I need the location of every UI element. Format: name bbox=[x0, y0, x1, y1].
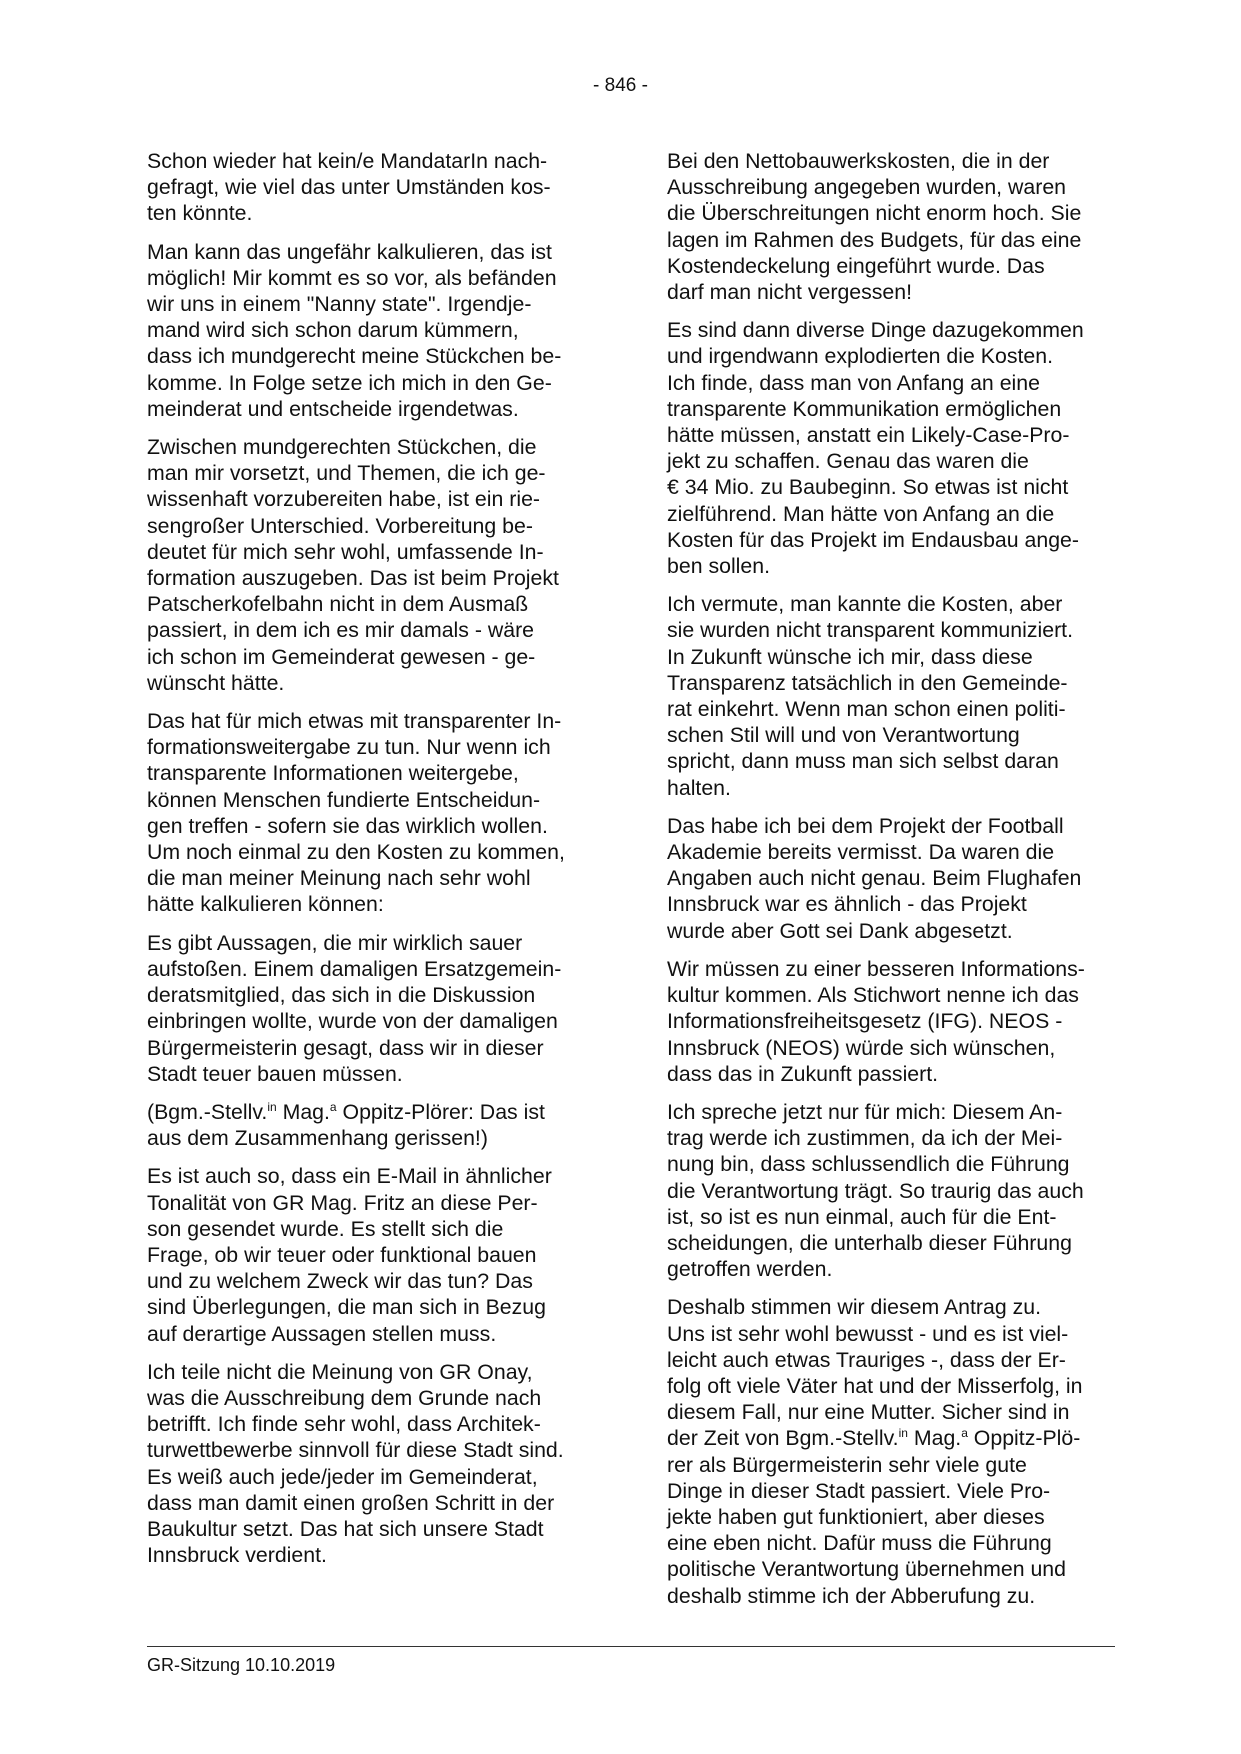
paragraph: Es sind dann diverse Dinge dazugekommen und irgendwann explodierten die Kosten. Ich finde, dass man von Anfang an eine transparente Kommunikation ermöglichen hätte müssen, anstatt ein Likely-Case-Pro- jekt zu schaffen. Genau das waren die € 34 Mio. zu Baubeginn. So etwas ist nicht zielführend. Man hätte von Anfang an die Kosten für das Projekt im Endausbau ange- ben sollen. bbox=[667, 318, 1084, 579]
footer-divider bbox=[147, 1646, 1115, 1647]
text-run: Oppitz-Plö- rer als Bürgermeisterin sehr viele gute Dinge in dieser Stadt passiert. Viele Pro- jekte haben gut funktioniert, aber dieses eine eben nicht. Dafür muss die Führung politische Verantwortung übernehmen und deshalb stimme ich der Abberufung zu. bbox=[667, 1426, 1081, 1608]
text-run: Mag. bbox=[907, 1426, 962, 1451]
paragraph: Es ist auch so, dass ein E-Mail in ähnlicher Tonalität von GR Mag. Fritz an diese Per- son gesendet wurde. Es stellt sich die Frage, ob wir teuer oder funktional bauen und zu welchem Zweck wir das tun? Das sind Überlegungen, die man sich in Bezug auf derartige Aussagen stellen muss. bbox=[147, 1164, 552, 1346]
page-number: - 846 - bbox=[593, 75, 648, 96]
paragraph: Ich teile nicht die Meinung von GR Onay, was die Ausschreibung dem Grunde nach betrifft. Ich finde sehr wohl, dass Architek- turwettbewerbe sinnvoll für diese Stadt sind. Es weiß auch jede/jeder im Gemeinderat, dass man damit einen großen Schritt in der Baukultur setzt. Das hat sich unsere Stadt Innsbruck verdient. bbox=[147, 1359, 564, 1568]
superscript: a bbox=[329, 1099, 337, 1114]
superscript: in bbox=[267, 1099, 277, 1114]
superscript: in bbox=[898, 1426, 908, 1441]
paragraph: Das habe ich bei dem Projekt der Football Akademie bereits vermisst. Da waren die Angaben auch nicht genau. Beim Flughafen Innsbruck war es ähnlich - das Projekt wurde aber Gott sei Dank abgesetzt. bbox=[667, 813, 1082, 943]
text-run: Oppitz-Plörer: Das ist aus dem Zusammenhang gerissen!) bbox=[147, 1099, 545, 1151]
paragraph: Man kann das ungefähr kalkulieren, das ist möglich! Mir kommt es so vor, als befänden wir uns in einem "Nanny state". Irgendje- mand wird sich schon darum kümmern, dass ich mundgerecht meine Stückchen be- komme. In Folge setze ich mich in den Ge- meinderat und entscheide irgendetwas. bbox=[147, 239, 562, 421]
left-column bbox=[147, 148, 607, 1580]
interjection-paragraph bbox=[147, 1099, 607, 1151]
right-column bbox=[667, 148, 1127, 1621]
paragraph: Schon wieder hat kein/e MandatarIn nach- gefragt, wie viel das unter Umständen kos- ten könnte. bbox=[147, 149, 551, 226]
paragraph: Ich vermute, man kannte die Kosten, aber sie wurden nicht transparent kommuniziert. In Zukunft wünsche ich mir, dass diese Transparenz tatsächlich in den Gemeinde- rat einkehrt. Wenn man schon einen politi- schen Stil will und von Verantwortung spricht, dann muss man sich selbst daran halten. bbox=[667, 592, 1074, 800]
paragraph: Es gibt Aussagen, die mir wirklich sauer aufstoßen. Einem damaligen Ersatzgemein- deratsmitglied, das sich in die Diskussion einbringen wollte, wurde von der damaligen Bürgermeisterin gesagt, dass wir in dieser Stadt teuer bauen müssen. bbox=[147, 930, 562, 1086]
paragraph: Wir müssen zu einer besseren Informations- kultur kommen. Als Stichwort nenne ich das Informationsfreiheitsgesetz (IFG). NEOS - Innsbruck (NEOS) würde sich wünschen, dass das in Zukunft passiert. bbox=[667, 956, 1085, 1086]
superscript: a bbox=[961, 1426, 968, 1441]
text-run: Mag. bbox=[276, 1099, 330, 1124]
paragraph: Das hat für mich etwas mit transparenter In- formationsweitergabe zu tun. Nur wenn ich transparente Informationen weitergebe, können Menschen fundierte Entscheidun- gen treffen - sofern sie das wirklich wollen. Um noch einmal zu den Kosten zu kommen, die man meiner Meinung nach sehr wohl hätte kalkulieren können: bbox=[147, 709, 565, 917]
paragraph: Zwischen mundgerechten Stückchen, die man mir vorsetzt, und Themen, die ich ge- wissenhaft vorzubereiten habe, ist ein rie- sengroßer Unterschied. Vorbereitung be- deutet für mich sehr wohl, umfassende In- formation auszugeben. Das ist beim Projekt Patscherkofelbahn nicht in dem Ausmaß passiert, in dem ich es mir damals - wäre ich schon im Gemeinderat gewesen - ge- wünscht hätte. bbox=[147, 435, 559, 695]
text-run: Deshalb stimmen wir diesem Antrag zu. Uns ist sehr wohl bewusst - und es ist viel- leicht auch etwas Trauriges -, dass der Er- folg oft viele Väter hat und der Misserfolg, in diesem Fall, nur eine Mutter. Sicher sind in der Zeit von Bgm.-Stellv. bbox=[667, 1295, 1083, 1451]
paragraph: Bei den Nettobauwerkskosten, die in der Ausschreibung angegeben wurden, waren die Überschreitungen nicht enorm hoch. Sie lagen im Rahmen des Budgets, für das eine Kostendeckelung eingeführt wurde. Das darf man nicht vergessen! bbox=[667, 149, 1082, 305]
footer-session-date: GR-Sitzung 10.10.2019 bbox=[147, 1655, 336, 1675]
paragraph bbox=[667, 1294, 1127, 1608]
text-run: (Bgm.-Stellv. bbox=[147, 1099, 268, 1124]
paragraph: Ich spreche jetzt nur für mich: Diesem An- trag werde ich zustimmen, da ich der Mei- nung bin, dass schlussendlich die Führung die Verantwortung trägt. So traurig das auch ist, so ist es nun einmal, auch für die Ent- scheidungen, die unterhalb dieser Führung getroffen werden. bbox=[667, 1099, 1084, 1282]
